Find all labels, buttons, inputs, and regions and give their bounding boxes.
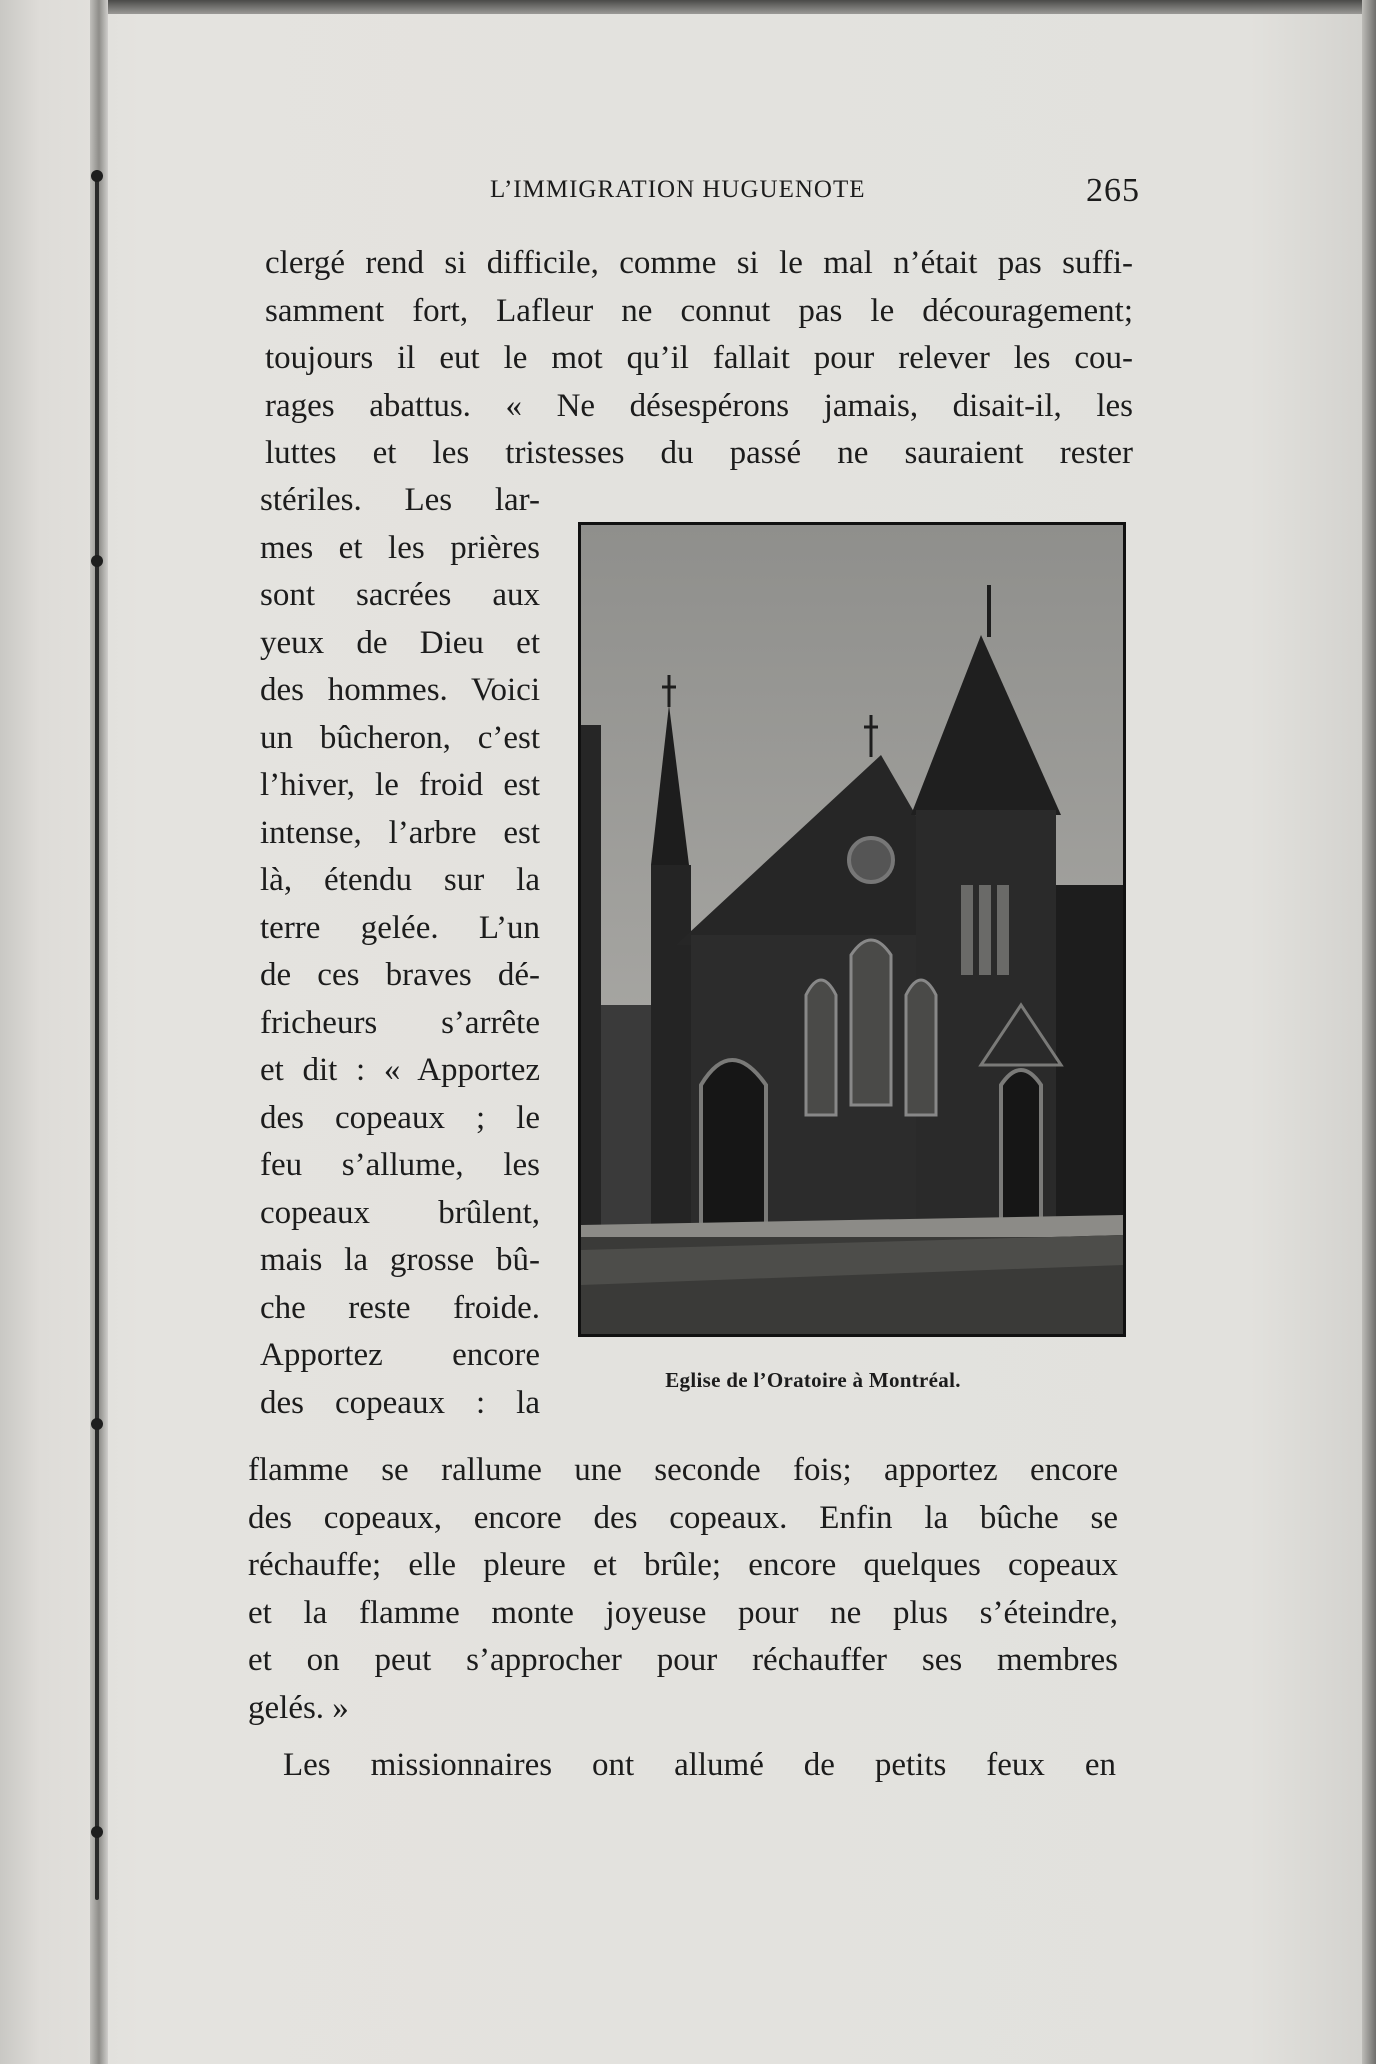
text-line: terre gelée. L’un xyxy=(260,909,540,946)
text-line: là, étendu sur la xyxy=(260,862,540,898)
text-line: copeaux brûlent, xyxy=(260,1194,540,1231)
binding-stitch xyxy=(91,1418,103,1430)
paragraph-top xyxy=(265,240,1133,478)
text-line: des copeaux ; le xyxy=(260,1099,540,1136)
text-line: des hommes. Voici xyxy=(260,672,540,708)
church-photograph xyxy=(578,522,1126,1337)
page-number: 265 xyxy=(1086,172,1140,209)
header-title: L’IMMIGRATION HUGUENOTE xyxy=(490,176,866,203)
text-line: luttes et les tristesses du passé ne sauraient rester xyxy=(265,435,1133,471)
text-line: Les missionnaires ont allumé de petits feux en xyxy=(283,1747,1116,1783)
paragraph-side-column xyxy=(260,477,540,1427)
text-line: des copeaux : la xyxy=(260,1384,540,1421)
binding-stitch xyxy=(91,555,103,567)
text-line: mais la grosse bû- xyxy=(260,1242,540,1278)
text-line: de ces braves dé- xyxy=(260,957,540,993)
text-line: et la flamme monte joyeuse pour ne plus s’éteindre, xyxy=(248,1594,1118,1631)
text-line: Apportez encore xyxy=(260,1337,540,1373)
book-spine xyxy=(90,0,108,2064)
binding-thread xyxy=(95,170,99,1900)
text-line: fricheurs s’arrête xyxy=(260,1004,540,1041)
text-line: stériles. Les lar- xyxy=(260,482,540,518)
text-line: un bûcheron, c’est xyxy=(260,719,540,756)
paragraph-bottom xyxy=(248,1447,1118,1732)
running-header xyxy=(490,172,1140,212)
text-line: intense, l’arbre est xyxy=(260,814,540,851)
text-line: gelés. » xyxy=(248,1689,349,1726)
text-line: samment fort, Lafleur ne connut pas le découragement; xyxy=(265,292,1133,329)
text-line: rages abattus. « Ne désespérons jamais, disait-il, les xyxy=(265,387,1133,424)
text-line: mes et les prières xyxy=(260,529,540,566)
binding-stitch xyxy=(91,1826,103,1838)
figure-caption: Eglise de l’Oratoire à Montréal. xyxy=(665,1368,961,1392)
page-top-edge xyxy=(100,0,1376,14)
text-line: che reste froide. xyxy=(260,1289,540,1326)
text-line: toujours il eut le mot qu’il fallait pour relever les cou- xyxy=(265,340,1133,376)
text-line: yeux de Dieu et xyxy=(260,624,540,661)
text-line: clergé rend si difficile, comme si le mal n’était pas suffi- xyxy=(265,245,1133,281)
text-line: feu s’allume, les xyxy=(260,1147,540,1183)
text-line: des copeaux, encore des copeaux. Enfin la bûche se xyxy=(248,1499,1118,1536)
text-line: réchauffe; elle pleure et brûle; encore quelques copeaux xyxy=(248,1547,1118,1583)
paragraph-last xyxy=(283,1742,1116,1790)
page-right-edge xyxy=(1362,0,1376,2064)
text-line: flamme se rallume une seconde fois; apportez encore xyxy=(248,1452,1118,1488)
text-line: l’hiver, le froid est xyxy=(260,767,540,803)
binding-stitch xyxy=(91,170,103,182)
church-illustration xyxy=(581,525,1123,1334)
text-line: et dit : « Apportez xyxy=(260,1052,540,1088)
text-line: et on peut s’approcher pour réchauffer ses membres xyxy=(248,1642,1118,1678)
text-line: sont sacrées aux xyxy=(260,577,540,613)
